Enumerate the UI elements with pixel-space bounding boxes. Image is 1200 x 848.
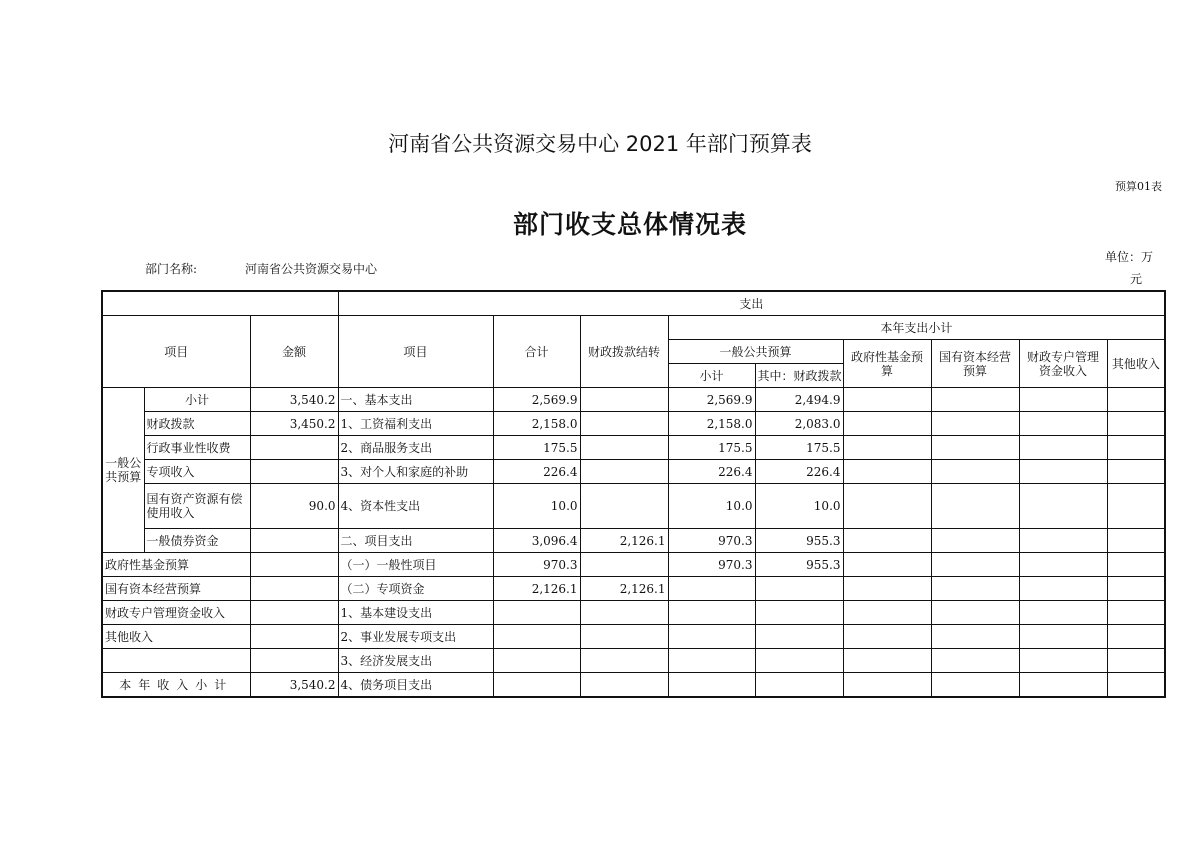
fin-value	[755, 649, 843, 673]
state-capital-cell	[931, 673, 1019, 698]
special-mgmt-cell	[1019, 436, 1107, 460]
income-item: 财政专户管理资金收入	[102, 601, 250, 625]
unit-label	[1105, 246, 1165, 290]
table-row	[102, 601, 1165, 625]
other-income-cell	[1107, 577, 1165, 601]
income-amount: 3,540.2	[250, 673, 338, 698]
income-item: 国有资本经营预算	[102, 577, 250, 601]
income-amount-header: 金额	[250, 316, 338, 388]
carryover-value	[580, 649, 668, 673]
subtotal-value: 2,158.0	[668, 412, 755, 436]
state-capital-cell	[931, 388, 1019, 412]
state-capital-cell	[931, 436, 1019, 460]
subtotal-value	[668, 673, 755, 698]
special-mgmt-cell	[1019, 649, 1107, 673]
fin-value: 175.5	[755, 436, 843, 460]
income-amount	[250, 577, 338, 601]
subtotal-value: 970.3	[668, 553, 755, 577]
expend-item: 1、基本建设支出	[338, 601, 493, 625]
state-capital-cell	[931, 625, 1019, 649]
gov-fund-cell	[843, 673, 931, 698]
subtotal-value	[668, 649, 755, 673]
carryover-value	[580, 673, 668, 698]
year-subtotal-header: 本年支出小计	[668, 316, 1165, 340]
total-value	[493, 625, 580, 649]
gov-fund-cell	[843, 529, 931, 553]
document-title: 河南省公共资源交易中心 2021 年部门预算表	[388, 132, 812, 156]
expend-item: （一）一般性项目	[338, 553, 493, 577]
other-income-cell	[1107, 553, 1165, 577]
state-capital-cell	[931, 601, 1019, 625]
state-capital-cell	[931, 460, 1019, 484]
income-total-label: 本年收入小计	[102, 673, 250, 698]
total-value: 2,126.1	[493, 577, 580, 601]
budget-table	[101, 290, 1166, 698]
general-budget-header: 一般公共预算	[668, 340, 843, 364]
gov-fund-cell	[843, 436, 931, 460]
gov-fund-cell	[843, 625, 931, 649]
state-capital-cell	[931, 412, 1019, 436]
total-header: 合计	[493, 316, 580, 388]
special-mgmt-cell	[1019, 529, 1107, 553]
gov-fund-cell	[843, 388, 931, 412]
income-item: 行政事业性收费	[144, 436, 250, 460]
total-value: 226.4	[493, 460, 580, 484]
carryover-value	[580, 436, 668, 460]
gov-fund-header: 政府性基金预 算	[843, 340, 931, 388]
of-which-header: 其中：财政拨款	[755, 364, 843, 388]
table-row	[102, 484, 1165, 529]
header-row-1	[102, 291, 1165, 316]
carryover-value	[580, 601, 668, 625]
special-mgmt-cell	[1019, 673, 1107, 698]
total-value: 970.3	[493, 553, 580, 577]
carryover-header: 财政拨款结转	[580, 316, 668, 388]
unit-line-1: 单位：万	[1105, 250, 1154, 264]
expend-item: 4、债务项目支出	[338, 673, 493, 698]
income-amount: 3,450.2	[250, 412, 338, 436]
income-item-header: 项目	[102, 316, 250, 388]
income-amount	[250, 436, 338, 460]
fin-value	[755, 577, 843, 601]
expend-item: 4、资本性支出	[338, 484, 493, 529]
fin-value: 10.0	[755, 484, 843, 529]
subtotal-value: 2,569.9	[668, 388, 755, 412]
state-capital-cell	[931, 553, 1019, 577]
other-income-cell	[1107, 673, 1165, 698]
fin-value: 955.3	[755, 553, 843, 577]
table-row	[102, 412, 1165, 436]
table-row	[102, 460, 1165, 484]
subtotal-value: 970.3	[668, 529, 755, 553]
table-row	[102, 625, 1165, 649]
subtotal-value	[668, 601, 755, 625]
carryover-value: 2,126.1	[580, 529, 668, 553]
expend-item: 3、经济发展支出	[338, 649, 493, 673]
gov-fund-cell	[843, 649, 931, 673]
subtotal-header: 小计	[668, 364, 755, 388]
total-value: 10.0	[493, 484, 580, 529]
income-amount	[250, 601, 338, 625]
income-item: 政府性基金预算	[102, 553, 250, 577]
expend-item: 3、对个人和家庭的补助	[338, 460, 493, 484]
fin-value	[755, 625, 843, 649]
total-value: 3,096.4	[493, 529, 580, 553]
total-value	[493, 673, 580, 698]
carryover-value	[580, 625, 668, 649]
fin-value: 226.4	[755, 460, 843, 484]
other-income-header: 其他收入	[1107, 340, 1165, 388]
income-amount	[250, 649, 338, 673]
income-item: 财政拨款	[144, 412, 250, 436]
income-amount	[250, 553, 338, 577]
income-item: 其他收入	[102, 625, 250, 649]
header-row-2	[102, 316, 1165, 340]
table-row	[102, 577, 1165, 601]
other-income-cell	[1107, 649, 1165, 673]
fin-value: 2,083.0	[755, 412, 843, 436]
table-row	[102, 436, 1165, 460]
income-item: 小计	[144, 388, 250, 412]
special-mgmt-cell	[1019, 412, 1107, 436]
expend-item: 2、事业发展专项支出	[338, 625, 493, 649]
other-income-cell	[1107, 388, 1165, 412]
subtotal-value	[668, 577, 755, 601]
subtotal-value	[668, 625, 755, 649]
gov-fund-cell	[843, 553, 931, 577]
expend-item: 2、商品服务支出	[338, 436, 493, 460]
special-mgmt-cell	[1019, 625, 1107, 649]
fin-value	[755, 601, 843, 625]
unit-line-2: 元	[1130, 272, 1143, 286]
income-amount	[250, 625, 338, 649]
special-mgmt-cell	[1019, 388, 1107, 412]
state-capital-cell	[931, 484, 1019, 529]
department-line	[145, 260, 377, 277]
fin-value: 2,494.9	[755, 388, 843, 412]
other-income-cell	[1107, 625, 1165, 649]
income-item	[102, 649, 250, 673]
table-row	[102, 553, 1165, 577]
income-amount	[250, 460, 338, 484]
state-capital-cell	[931, 649, 1019, 673]
expend-header: 支出	[338, 291, 1165, 316]
special-mgmt-cell	[1019, 577, 1107, 601]
fin-value: 955.3	[755, 529, 843, 553]
income-item: 专项收入	[144, 460, 250, 484]
expend-item: 1、工资福利支出	[338, 412, 493, 436]
table-title: 部门收支总体情况表	[512, 210, 747, 239]
carryover-value	[580, 388, 668, 412]
gov-fund-cell	[843, 577, 931, 601]
income-amount	[250, 529, 338, 553]
total-value: 2,158.0	[493, 412, 580, 436]
other-income-cell	[1107, 484, 1165, 529]
special-mgmt-cell	[1019, 553, 1107, 577]
state-capital-cell	[931, 529, 1019, 553]
special-mgmt-cell	[1019, 601, 1107, 625]
gov-fund-cell	[843, 484, 931, 529]
income-item: 一般债券资金	[144, 529, 250, 553]
department-name: 河南省公共资源交易中心	[245, 262, 378, 276]
income-amount: 3,540.2	[250, 388, 338, 412]
carryover-value	[580, 412, 668, 436]
total-value	[493, 649, 580, 673]
special-mgmt-header: 财政专户管理 资金收入	[1019, 340, 1107, 388]
gov-fund-cell	[843, 460, 931, 484]
expend-item: （二）专项资金	[338, 577, 493, 601]
income-item: 国有资产资源有偿 使用收入	[144, 484, 250, 529]
carryover-value	[580, 553, 668, 577]
other-income-cell	[1107, 412, 1165, 436]
gov-fund-cell	[843, 601, 931, 625]
subtotal-value: 226.4	[668, 460, 755, 484]
other-income-cell	[1107, 460, 1165, 484]
table-row	[102, 649, 1165, 673]
other-income-cell	[1107, 436, 1165, 460]
total-value: 2,569.9	[493, 388, 580, 412]
carryover-value: 2,126.1	[580, 577, 668, 601]
table-row	[102, 529, 1165, 553]
income-header-blank	[102, 291, 338, 316]
total-value: 175.5	[493, 436, 580, 460]
carryover-value	[580, 460, 668, 484]
total-value	[493, 601, 580, 625]
carryover-value	[580, 484, 668, 529]
income-amount: 90.0	[250, 484, 338, 529]
expend-item: 二、项目支出	[338, 529, 493, 553]
other-income-cell	[1107, 601, 1165, 625]
expend-item: 一、基本支出	[338, 388, 493, 412]
general-budget-group-label: 一般公 共预算	[102, 388, 144, 553]
subtotal-value: 10.0	[668, 484, 755, 529]
state-capital-cell	[931, 577, 1019, 601]
other-income-cell	[1107, 529, 1165, 553]
department-label: 部门名称:	[145, 262, 198, 276]
table-row	[102, 673, 1165, 698]
form-number: 预算01表	[1115, 180, 1162, 193]
subtotal-value: 175.5	[668, 436, 755, 460]
special-mgmt-cell	[1019, 460, 1107, 484]
special-mgmt-cell	[1019, 484, 1107, 529]
state-capital-header: 国有资本经营 预算	[931, 340, 1019, 388]
fin-value	[755, 673, 843, 698]
gov-fund-cell	[843, 412, 931, 436]
table-row	[102, 388, 1165, 412]
expend-item-header: 项目	[338, 316, 493, 388]
